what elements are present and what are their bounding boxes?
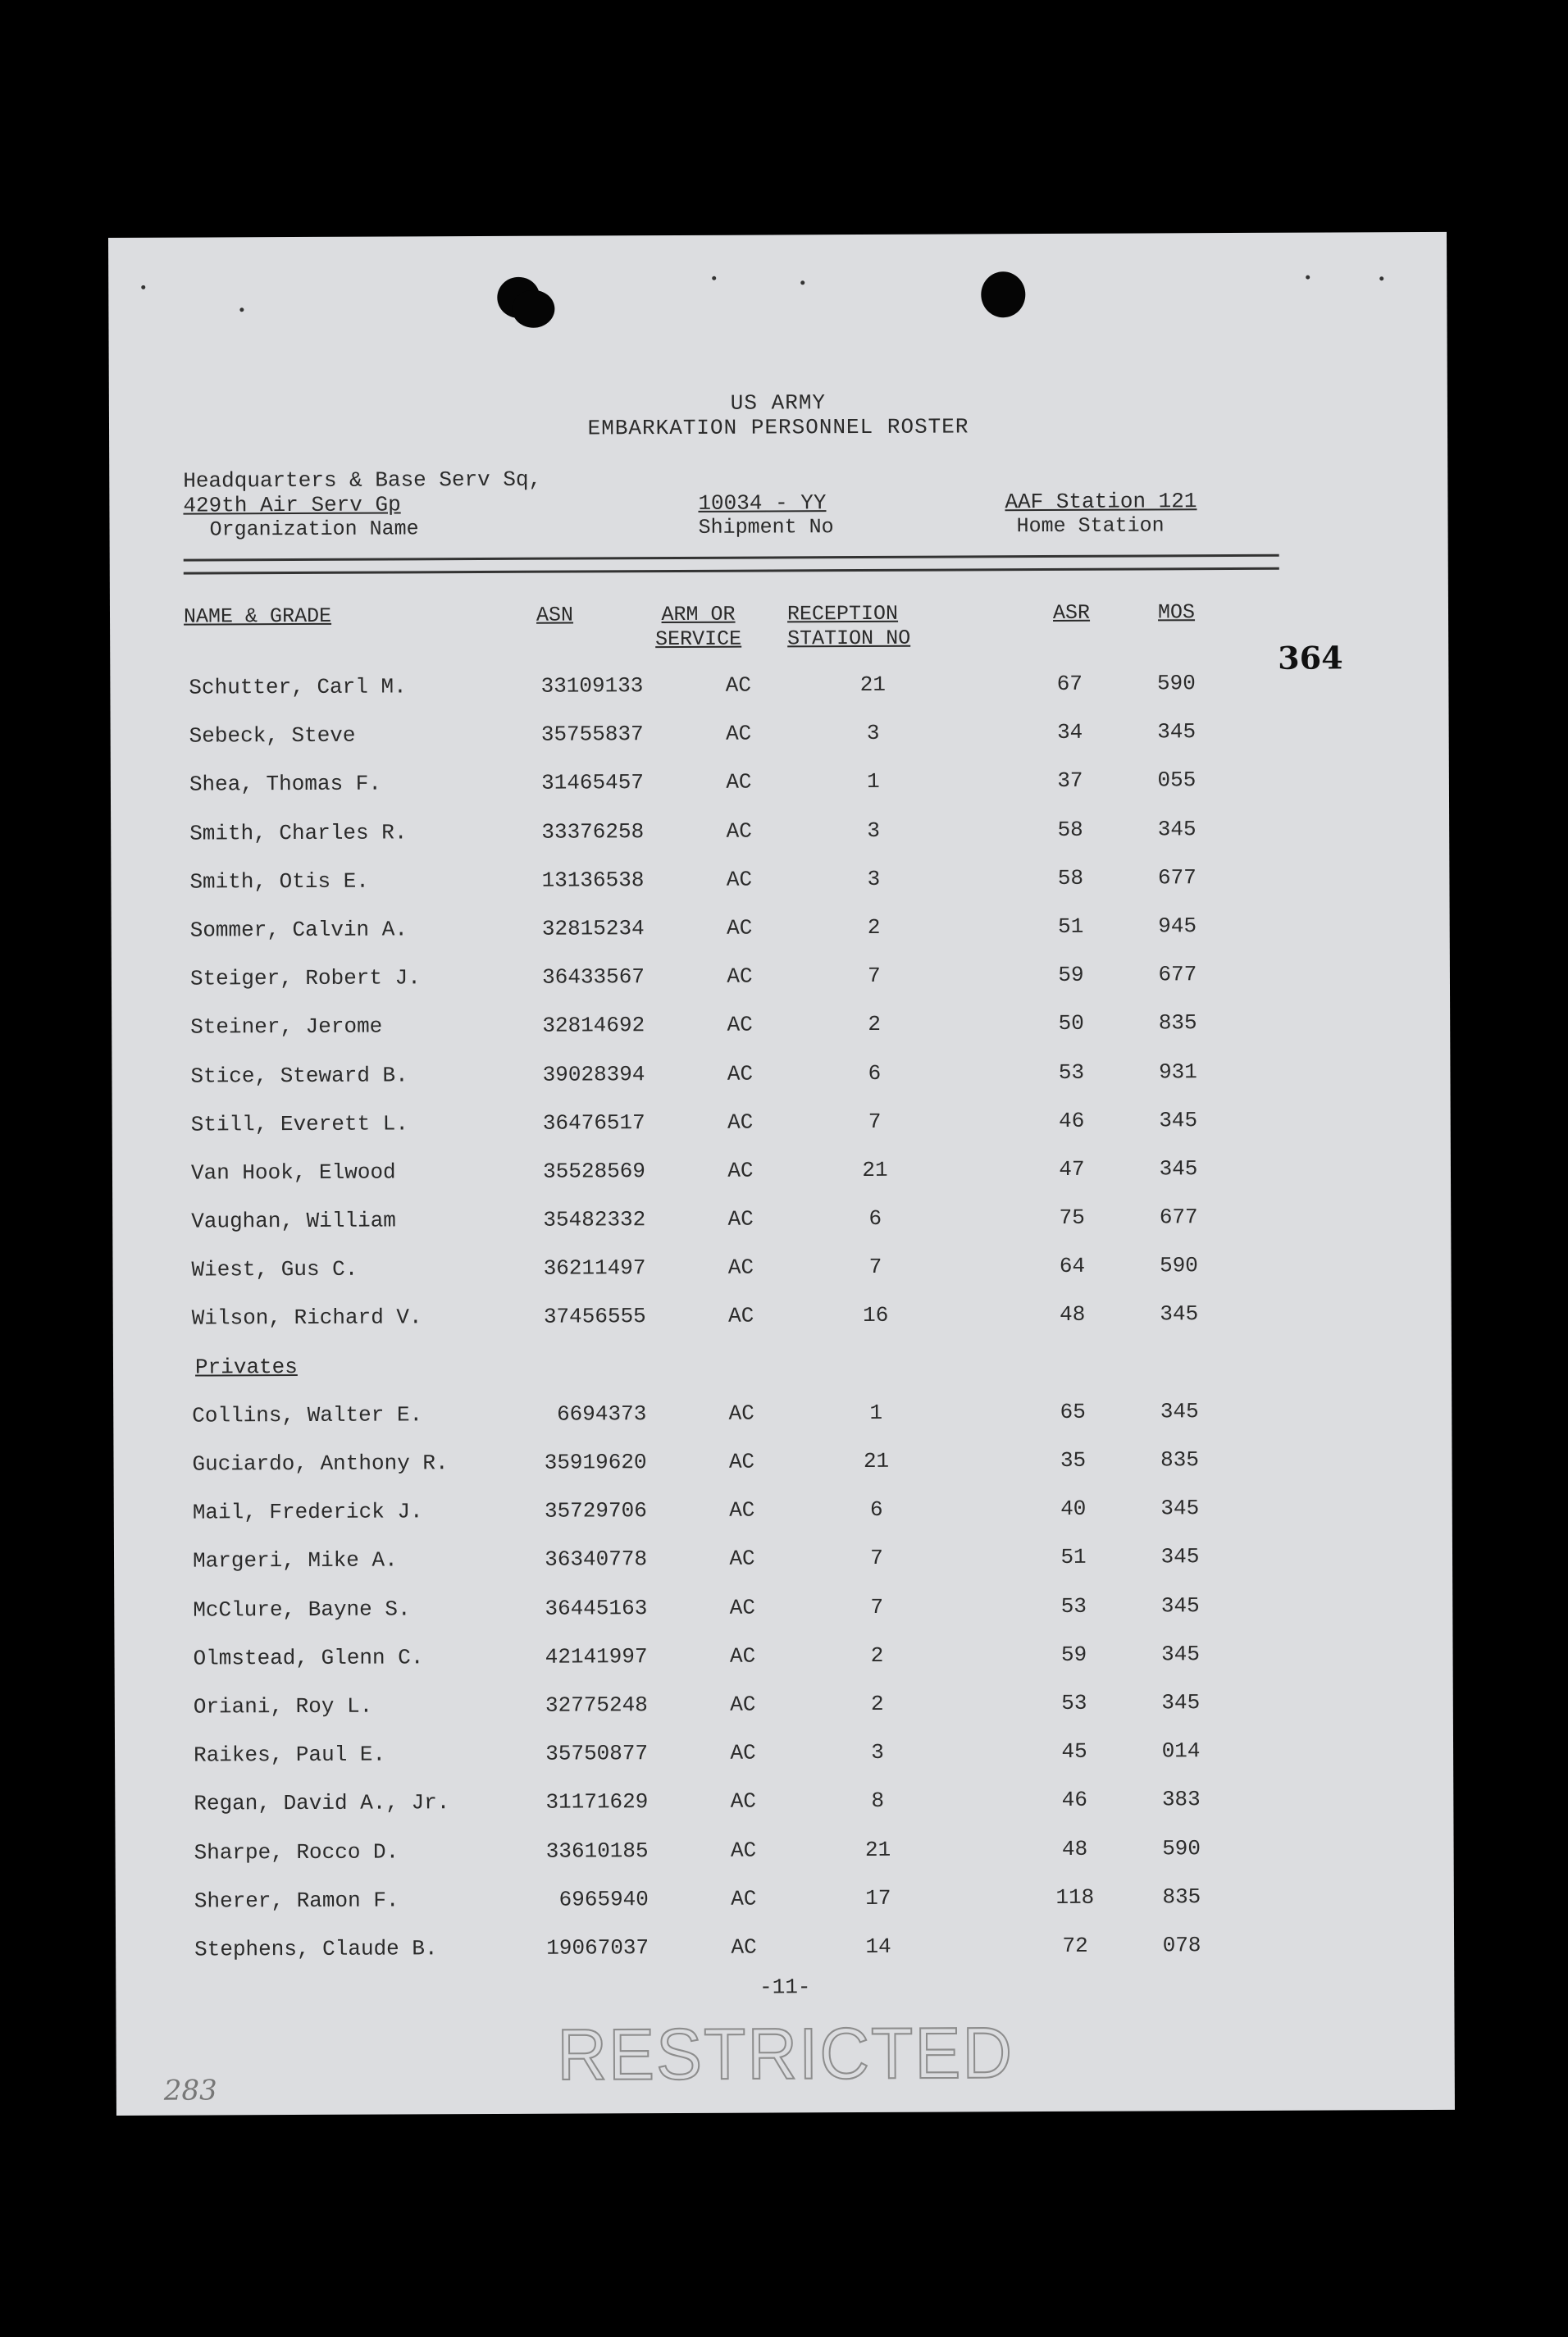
arm-cell: AC (730, 1788, 757, 1815)
arm-cell: AC (727, 1206, 754, 1232)
home-station-label: Home Station (1016, 513, 1165, 539)
asr-cell: 118 (1055, 1884, 1095, 1910)
asr-cell: 50 (1058, 1011, 1084, 1036)
asr-cell: 65 (1060, 1399, 1086, 1424)
reception-cell: 7 (870, 1594, 884, 1620)
mos-cell: 345 (1160, 1496, 1200, 1521)
name-cell: Steiger, Robert J. (189, 965, 421, 991)
arm-cell: AC (727, 915, 753, 941)
reception-cell: 21 (862, 1157, 888, 1182)
name-cell: Raikes, Paul E. (194, 1742, 386, 1768)
column-header-mos: MOS (1157, 600, 1196, 625)
arm-cell: AC (727, 1012, 753, 1038)
speck (712, 276, 716, 280)
reception-cell: 3 (871, 1740, 884, 1765)
asr-cell: 34 (1056, 720, 1083, 745)
asr-cell: 53 (1061, 1690, 1087, 1715)
asn-cell: 39028394 (542, 1061, 645, 1087)
arm-cell: AC (728, 1304, 754, 1329)
mos-cell: 835 (1160, 1447, 1199, 1473)
name-cell: Stice, Steward B. (190, 1062, 408, 1089)
column-header-asr: ASR (1052, 600, 1091, 625)
reception-cell: 6 (869, 1497, 883, 1523)
mos-cell: 345 (1160, 1399, 1199, 1424)
name-cell: Schutter, Carl M. (189, 674, 407, 700)
reception-cell: 16 (863, 1303, 889, 1328)
arm-cell: AC (730, 1740, 756, 1765)
arm-cell: AC (725, 672, 752, 698)
name-cell: Sebeck, Steve (189, 722, 356, 749)
name-cell: Guciardo, Anthony R. (192, 1451, 449, 1477)
mos-cell: 677 (1159, 1205, 1198, 1230)
table-row (112, 1046, 1450, 1100)
asr-cell: 67 (1056, 671, 1083, 696)
mos-cell: 078 (1162, 1933, 1201, 1958)
asn-cell: 33109133 (540, 673, 644, 699)
reception-cell: 2 (868, 1012, 882, 1037)
reception-cell: 7 (870, 1546, 883, 1571)
asr-cell: 51 (1060, 1545, 1087, 1570)
table-row (113, 1387, 1452, 1441)
arm-cell: AC (727, 1158, 754, 1183)
section-title-privates: Privates (194, 1354, 298, 1380)
name-cell: Oriani, Roy L. (193, 1693, 373, 1720)
header-rule-bottom (184, 567, 1279, 575)
mos-cell: 345 (1161, 1690, 1201, 1715)
asr-cell: 75 (1059, 1205, 1085, 1231)
roster-table (110, 658, 1454, 1975)
asn-cell: 31465457 (541, 770, 644, 796)
asn-cell: 35528569 (543, 1159, 646, 1184)
table-row (112, 998, 1450, 1052)
asr-cell: 58 (1057, 865, 1084, 891)
arm-cell: AC (727, 1109, 754, 1135)
mos-cell: 345 (1159, 1107, 1198, 1133)
reception-cell: 6 (868, 1060, 882, 1086)
name-cell: Steiner, Jerome (190, 1014, 383, 1040)
asr-cell: 47 (1059, 1156, 1085, 1182)
mos-cell: 931 (1158, 1059, 1197, 1084)
name-cell: Sharpe, Rocco D. (194, 1838, 399, 1866)
table-row (113, 1289, 1452, 1343)
asn-cell: 36433567 (542, 964, 645, 990)
organization-name-line2: 429th Air Serv Gp (183, 492, 401, 518)
punch-hole-left-overlap (512, 290, 554, 328)
mos-cell: 945 (1158, 913, 1197, 939)
home-station (1005, 489, 1197, 539)
speck (1379, 276, 1383, 280)
asn-cell: 37456555 (543, 1304, 646, 1330)
column-header-arm-or-service: ARM OR SERVICE (655, 602, 742, 652)
mos-cell: 677 (1157, 864, 1197, 891)
arm-cell: AC (729, 1643, 756, 1669)
asr-cell: 59 (1060, 1642, 1087, 1667)
mos-cell: 590 (1160, 1253, 1198, 1278)
mos-cell: 345 (1161, 1641, 1201, 1667)
reception-cell: 7 (868, 1109, 882, 1134)
table-row (112, 1096, 1451, 1150)
mos-cell: 345 (1157, 816, 1197, 841)
asn-cell: 13136538 (541, 867, 645, 893)
name-cell: Sherer, Ramon F. (194, 1888, 399, 1914)
table-row (112, 1192, 1451, 1246)
mos-cell: 835 (1162, 1884, 1201, 1910)
arm-cell: AC (728, 1401, 754, 1426)
table-row (116, 1872, 1454, 1926)
table-row (112, 950, 1450, 1004)
table-row (114, 1532, 1452, 1586)
mos-cell: 590 (1156, 671, 1196, 696)
asn-cell: 36476517 (542, 1109, 645, 1136)
asn-cell: 35729706 (544, 1498, 647, 1524)
arm-cell: AC (725, 721, 752, 746)
speck (800, 280, 805, 285)
home-station-value: AAF Station 121 (1005, 489, 1197, 515)
handwritten-note: 283 (163, 2074, 217, 2107)
organization-name-label: Organization Name (209, 517, 419, 542)
name-cell: Wilson, Richard V. (191, 1305, 422, 1332)
mos-cell: 590 (1162, 1835, 1201, 1861)
name-cell: Still, Everett L. (190, 1111, 409, 1137)
asn-cell: 6965940 (558, 1886, 649, 1912)
mos-cell: 677 (1158, 962, 1197, 987)
arm-cell: AC (729, 1497, 755, 1523)
arm-cell: AC (731, 1886, 757, 1911)
arm-cell: AC (729, 1595, 755, 1620)
restricted-stamp: RESTRICTED (557, 2011, 1014, 2095)
mos-cell: 055 (1157, 768, 1197, 793)
asr-cell: 51 (1058, 913, 1084, 939)
shipment-number-value: 10034 - YY (698, 490, 827, 516)
arm-cell: AC (727, 1061, 754, 1086)
name-cell: McClure, Bayne S. (193, 1596, 411, 1623)
table-row (114, 1483, 1452, 1538)
column-header-reception-station: RECEPTION STATION NO (786, 601, 911, 651)
asr-cell: 48 (1061, 1836, 1088, 1861)
table-row (115, 1678, 1453, 1732)
mos-cell: 835 (1158, 1010, 1197, 1036)
reception-cell: 1 (867, 769, 880, 795)
asr-cell: 45 (1061, 1738, 1087, 1765)
mos-cell: 345 (1159, 1156, 1198, 1182)
shipment-number-label: Shipment No (698, 515, 834, 540)
reception-cell: 17 (865, 1885, 891, 1911)
asn-cell: 6694373 (556, 1401, 647, 1427)
table-row (113, 1435, 1452, 1489)
table-row (112, 1241, 1451, 1295)
arm-cell: AC (727, 1255, 754, 1280)
table-row (110, 658, 1448, 713)
reception-cell: 6 (868, 1205, 882, 1232)
reception-cell: 2 (867, 914, 881, 940)
arm-cell: AC (727, 963, 753, 989)
column-header-asn: ASN (536, 603, 574, 627)
name-cell: Mail, Frederick J. (192, 1499, 423, 1525)
section-row-privates (113, 1337, 1452, 1392)
document-header-line1: US ARMY (730, 390, 827, 416)
table-row (116, 1920, 1454, 1975)
document-header-line2: EMBARKATION PERSONNEL ROSTER (587, 414, 969, 441)
name-cell: Shea, Thomas F. (189, 771, 382, 797)
reception-cell: 1 (869, 1400, 883, 1425)
name-cell: Vaughan, William (191, 1208, 396, 1234)
asr-cell: 40 (1060, 1496, 1087, 1522)
asn-cell: 32775248 (545, 1692, 648, 1718)
table-row (115, 1823, 1453, 1877)
asn-cell: 35482332 (543, 1207, 646, 1232)
reception-cell: 21 (864, 1837, 891, 1862)
asr-cell: 72 (1062, 1933, 1088, 1958)
name-cell: Olmstead, Glenn C. (193, 1645, 424, 1671)
asn-cell: 36340778 (545, 1547, 648, 1573)
reception-cell: 21 (859, 672, 887, 698)
asn-cell: 32814692 (542, 1013, 645, 1039)
page-number: -11- (759, 1975, 811, 2000)
asn-cell: 32815234 (541, 916, 645, 941)
reception-cell: 2 (870, 1691, 884, 1716)
table-row (111, 853, 1449, 907)
column-header-name: NAME & GRADE (183, 604, 332, 629)
name-cell: Smith, Otis E. (189, 868, 369, 895)
name-cell: Regan, David A., Jr. (194, 1790, 450, 1816)
table-row (115, 1774, 1453, 1829)
table-row (114, 1580, 1452, 1634)
name-cell: Collins, Walter E. (192, 1402, 423, 1428)
reception-cell: 7 (868, 963, 881, 989)
reception-cell: 2 (870, 1642, 884, 1668)
asr-cell: 53 (1060, 1593, 1087, 1619)
table-row (112, 1144, 1451, 1198)
arm-cell: AC (730, 1838, 757, 1863)
table-row (115, 1726, 1453, 1780)
asn-cell: 35919620 (544, 1450, 647, 1475)
asn-cell: 33376258 (541, 818, 645, 845)
asn-cell: 31171629 (545, 1789, 649, 1815)
asn-cell: 36211497 (543, 1255, 646, 1281)
punch-hole-right (981, 271, 1025, 317)
asn-cell: 19067037 (546, 1935, 650, 1961)
mos-cell: 383 (1161, 1787, 1201, 1812)
mos-cell: 345 (1157, 719, 1197, 745)
name-cell: Sommer, Calvin A. (189, 917, 408, 943)
asn-cell: 42141997 (545, 1643, 648, 1670)
table-row (111, 755, 1449, 809)
table-row (111, 804, 1449, 858)
reception-cell: 3 (867, 866, 881, 891)
arm-cell: AC (728, 1449, 755, 1474)
mos-cell: 345 (1160, 1301, 1199, 1327)
shipment-number (698, 490, 833, 540)
table-row (112, 901, 1450, 955)
reception-cell: 3 (866, 721, 880, 746)
arm-cell: AC (726, 818, 752, 844)
asr-cell: 35 (1060, 1447, 1087, 1473)
name-cell: Margeri, Mike A. (192, 1547, 398, 1574)
reception-cell: 7 (868, 1255, 882, 1280)
organization-name-line1: Headquarters & Base Serv Sq, (183, 467, 542, 494)
arm-cell: AC (730, 1692, 756, 1717)
asn-cell: 33610185 (545, 1838, 649, 1864)
table-row (114, 1629, 1452, 1683)
arm-cell: AC (726, 769, 752, 795)
asr-cell: 46 (1061, 1788, 1087, 1813)
mos-cell: 345 (1160, 1544, 1200, 1569)
name-cell: Stephens, Claude B. (194, 1936, 438, 1962)
name-cell: Wiest, Gus C. (191, 1256, 358, 1282)
asr-cell: 59 (1058, 962, 1084, 988)
speck (1306, 276, 1310, 280)
speck (141, 285, 145, 289)
reception-cell: 14 (865, 1934, 891, 1959)
asr-cell: 53 (1058, 1059, 1085, 1085)
stamped-number: 364 (1278, 639, 1343, 676)
table-row (111, 707, 1449, 761)
arm-cell: AC (726, 867, 753, 892)
asn-cell: 35750877 (545, 1741, 649, 1766)
asn-cell: 36445163 (545, 1595, 648, 1621)
reception-cell: 3 (867, 818, 881, 843)
name-cell: Smith, Charles R. (189, 819, 408, 846)
asr-cell: 58 (1057, 817, 1083, 842)
reception-cell: 8 (871, 1788, 885, 1814)
roster-page (108, 232, 1455, 2116)
asr-cell: 48 (1060, 1302, 1086, 1328)
reception-cell: 21 (863, 1448, 890, 1474)
name-cell: Van Hook, Elwood (190, 1159, 396, 1186)
speck (239, 308, 244, 312)
mos-cell: 345 (1160, 1592, 1200, 1618)
asn-cell: 35755837 (540, 722, 644, 747)
mos-cell: 014 (1161, 1738, 1201, 1764)
arm-cell: AC (731, 1934, 757, 1960)
asr-cell: 46 (1059, 1108, 1085, 1133)
asr-cell: 37 (1057, 768, 1083, 794)
arm-cell: AC (729, 1546, 755, 1572)
organization-name (183, 467, 554, 543)
header-rule-top (184, 554, 1279, 562)
asr-cell: 64 (1059, 1254, 1086, 1279)
